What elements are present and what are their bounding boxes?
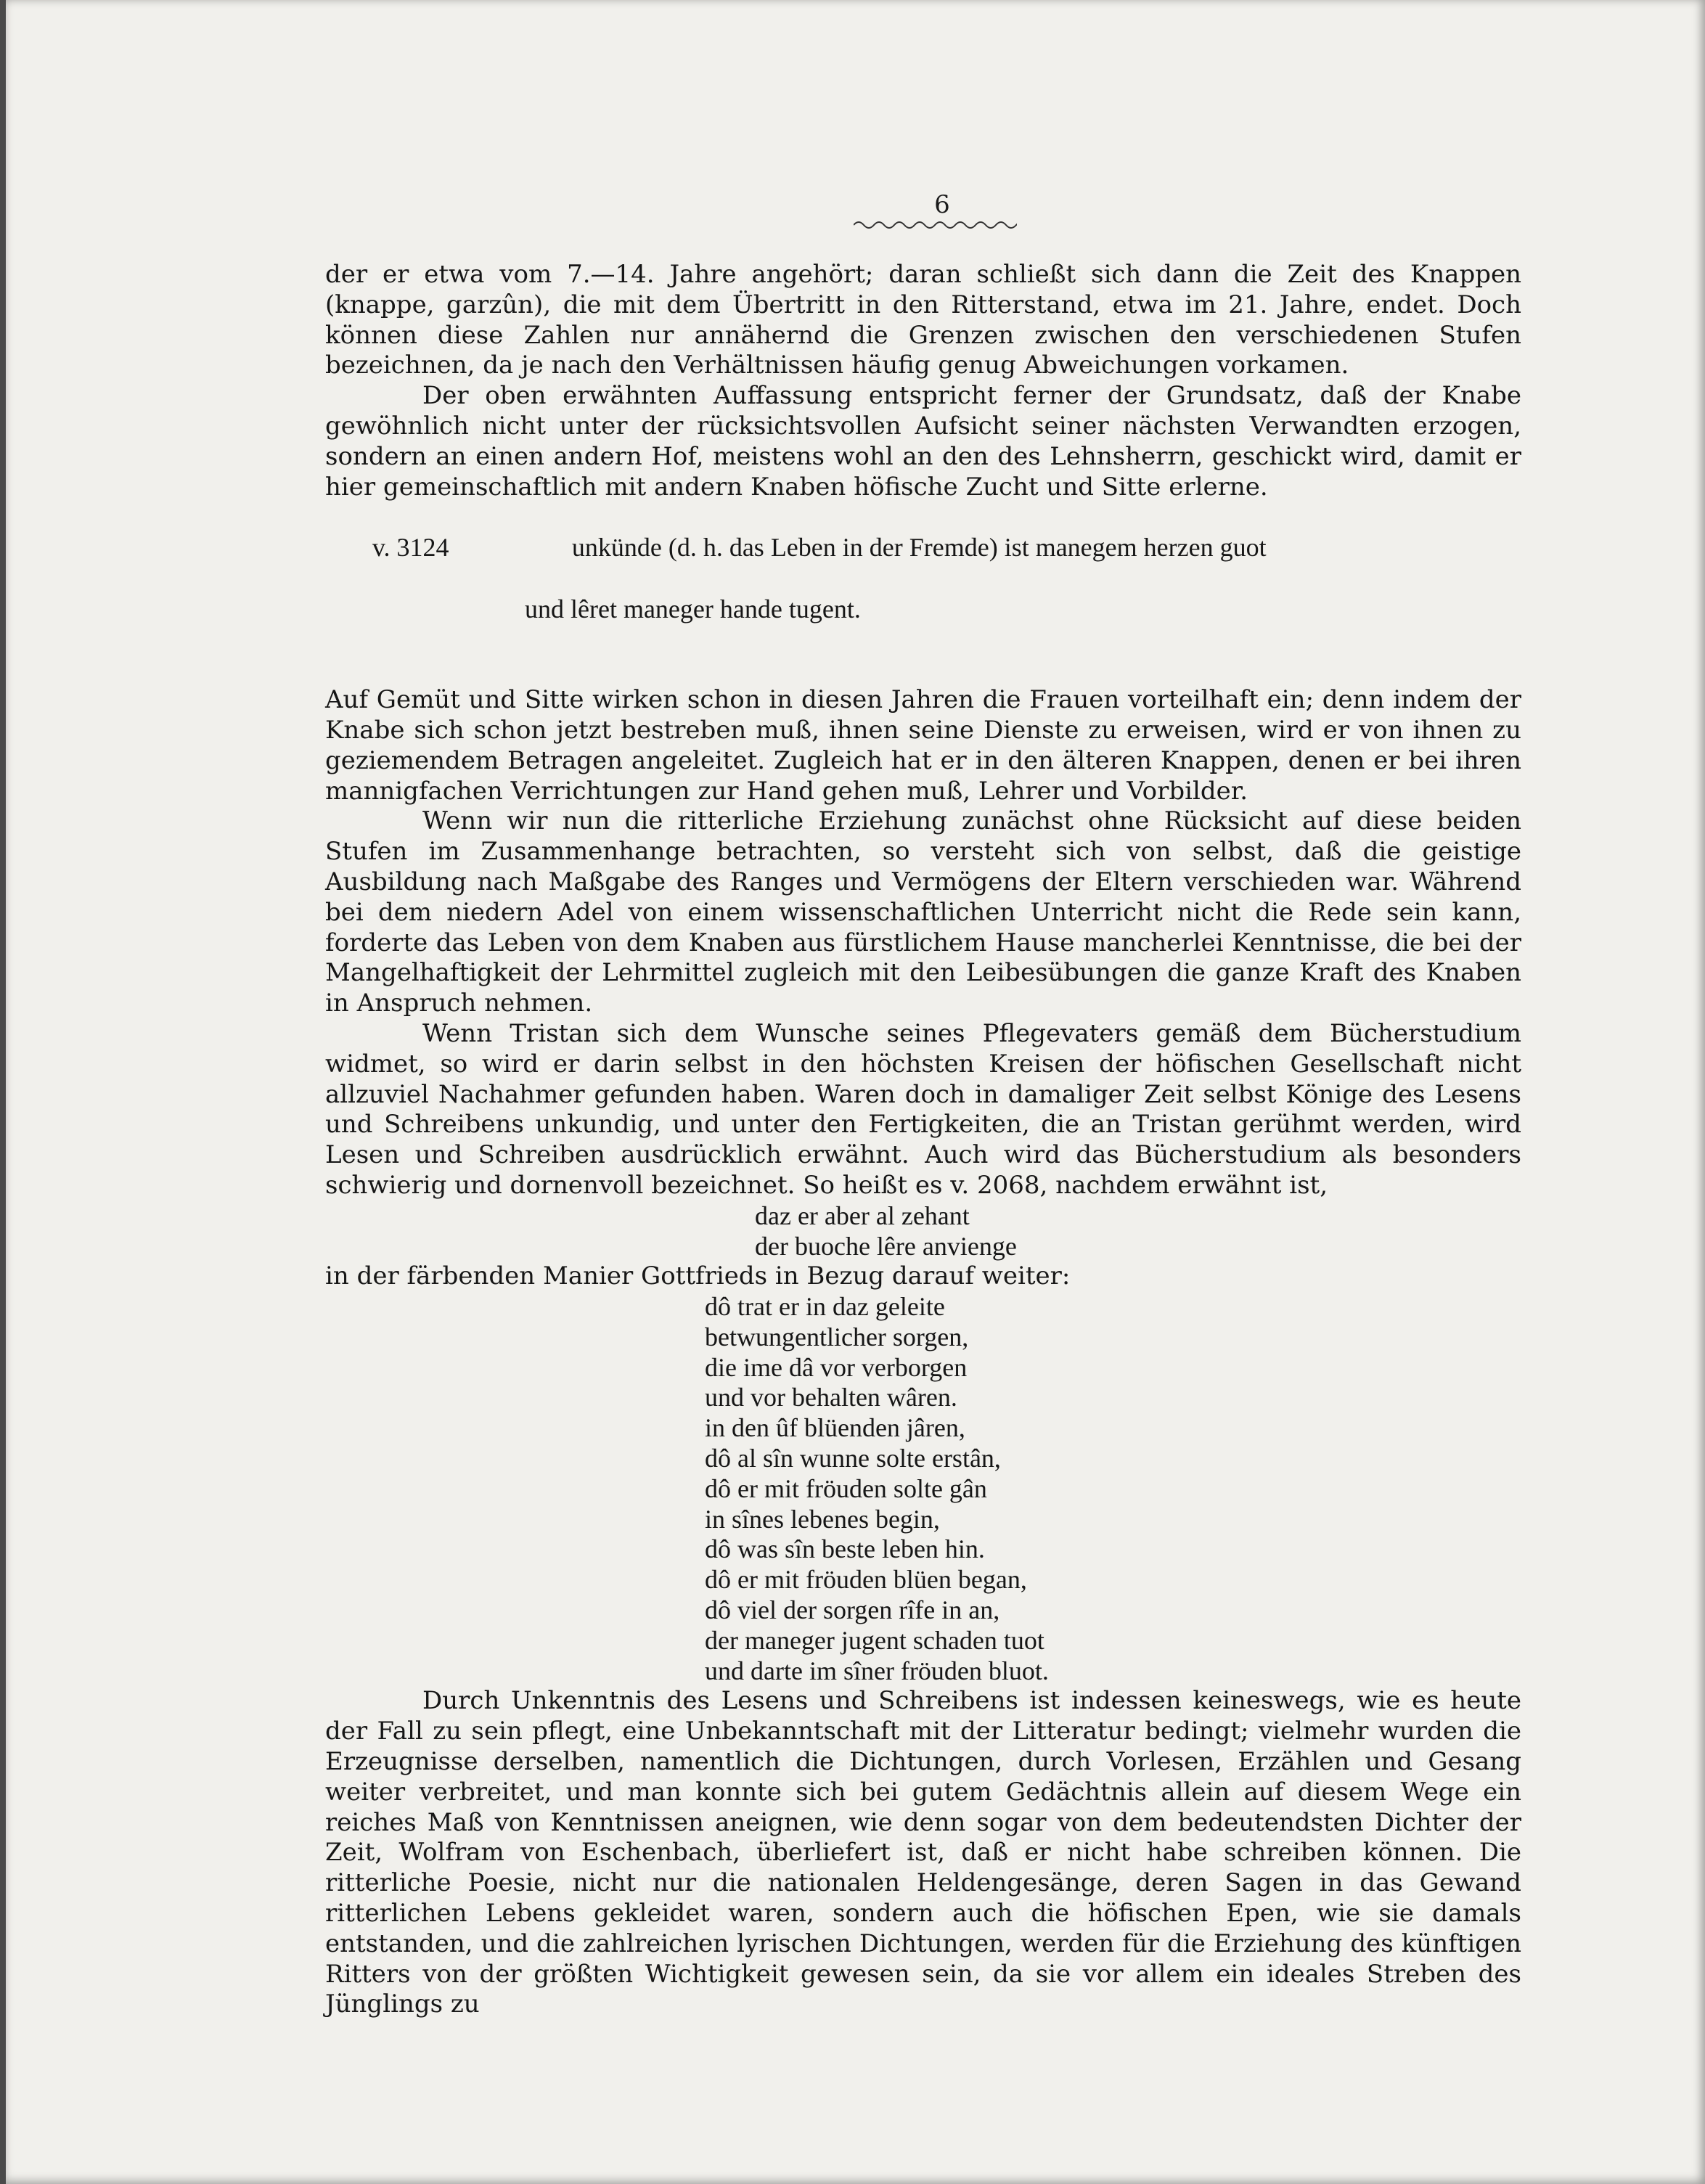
paragraph: Wenn wir nun die ritterliche Erziehung zunächst ohne Rücksicht auf diese beiden Stufen im Zusammenhange betrachten, so versteht sich von selbst, daß die geistige Ausbildung nach Maßgabe des Ranges und Vermögens der Eltern verschieden war. Während bei dem niedern Adel von einem wissenschaftlichen Unterricht nicht die Rede sein kann, forderte das Leben von dem Knaben aus fürstlichem Hause mancherlei Kenntnisse, die bei der Mangelhaftigkeit der Lehrmittel zugleich mit den Leibesübungen die ganze Kraft des Knaben in Anspruch nehmen. [325,806,1521,1018]
body-text [325,260,1521,2020]
verse-line: dô trat er in daz geleite [705,1292,945,1322]
verse-line: dô er mit fröuden blüen began, [705,1565,1027,1595]
verse-line: in den ûf blüenden jâren, [705,1413,965,1443]
verse-line: der maneger jugent schaden tuot [705,1625,1044,1655]
quotation-line: unkünde (d. h. das Leben in der Fremde) ist manegem herzen guot [571,533,1267,563]
paragraph: der er etwa vom 7.—14. Jahre angehört; daran schließt sich dann die Zeit des Knappen (knappe, garzûn), die mit dem Übertritt in den Ritterstand, etwa im 21. Jahre, endet. Doch können diese Zahlen nur annähernd die Grenzen zwischen den verschiedenen Stufen bezeichnen, da je nach den Verhältnissen häufig genug Abweichungen vorkamen. [325,260,1521,380]
verse-line: der buoche lêre anvienge [755,1231,1017,1261]
verse-line: dô was sîn beste leben hin. [705,1534,985,1564]
verse-line: und vor behalten wâren. [705,1383,957,1412]
verse-reference: v. 3124 [372,533,449,563]
verse-line: dô er mit fröuden solte gân [705,1473,987,1503]
verse-line: und darte im sîner fröuden bluot. [705,1656,1049,1685]
paragraph: Auf Gemüt und Sitte wirken schon in diesen Jahren die Frauen vorteilhaft ein; denn indem der Knabe sich schon jetzt bestreben muß, ihnen seine Dienste zu erweisen, wird er von ihnen zu geziemendem Betragen angeleitet. Zugleich hat er in den älteren Knappen, denen er bei ihren mannigfachen Verrichtungen zur Hand gehen muß, Lehrer und Vorbilder. [325,685,1521,806]
ornament-rule-icon [854,218,1017,232]
verse-line: dô al sîn wunne solte erstân, [705,1444,1001,1473]
quotation [325,502,1521,685]
verse-line: die ime dâ vor verborgen [705,1352,968,1382]
paragraph: Der oben erwähnten Auffassung entspricht ferner der Grundsatz, daß der Knabe gewöhnlich nicht unter der rücksichtsvollen Aufsicht seiner nächsten Verwandten erzogen, sondern an einen andern Hof, meistens wohl an den des Lehnsherrn, geschickt wird, damit er hier gemeinschaftlich mit andern Knaben höfische Zucht und Sitte erlerne. [325,381,1521,502]
scan-edge [0,0,6,2184]
book-page [6,0,1705,2184]
verse-block [325,1292,1521,1686]
verse-line: dô viel der sorgen rîfe in an, [705,1595,1000,1625]
verse-line: daz er aber al zehant [755,1201,970,1230]
quotation-line: und lêret maneger hande tugent. [525,594,861,623]
paragraph: in der färbenden Manier Gottfrieds in Bezug darauf weiter: [325,1261,1071,1291]
verse-line: in sînes lebenes begin, [705,1504,940,1534]
paragraph: Wenn Tristan sich dem Wunsche seines Pflegevaters gemäß dem Bücherstudium widmet, so wird er darin selbst in den höchsten Kreisen der höfischen Gesellschaft nicht allzuviel Nachahmer gefunden haben. Waren doch in damaliger Zeit selbst Könige des Lesens und Schreibens unkundig, und unter den Fertigkeiten, die an Tristan gerühmt werden, wird Lesen und Schreiben ausdrücklich erwähnt. Auch wird das Bücherstudium als besonders schwierig und dornenvoll bezeichnet. So heißt es v. 2068, nachdem erwähnt ist, [325,1018,1521,1200]
verse-line: betwungentlicher sorgen, [705,1322,969,1351]
paragraph: Durch Unkenntnis des Lesens und Schreibens ist indessen keineswegs, wie es heute der Fall zu sein pflegt, eine Unbekanntschaft mit der Litteratur bedingt; vielmehr wurden die Erzeugnisse derselben, namentlich die Dichtungen, durch Vorlesen, Erzählen und Gesang weiter verbreitet, und man konnte sich bei gutem Gedächtnis allein auf diesem Wege ein reiches Maß von Kenntnissen aneignen, wie denn sogar von dem bedeutendsten Dichter der Zeit, Wolfram von Eschenbach, überliefert ist, daß er nicht habe schreiben können. Die ritterliche Poesie, nicht nur die nationalen Heldengesänge, deren Sagen in das Gewand ritterlichen Lebens gekleidet waren, sondern auch die höfischen Epen, wie sie damals entstanden, und die zahlreichen lyrischen Dichtungen, werden für die Erziehung des künftigen Ritters von der größten Wichtigkeit gewesen sein, da sie vor allem ein ideales Streben des Jünglings zu [325,1686,1521,2019]
page-number: 6 [934,190,950,219]
verse-block [325,1201,1521,1262]
